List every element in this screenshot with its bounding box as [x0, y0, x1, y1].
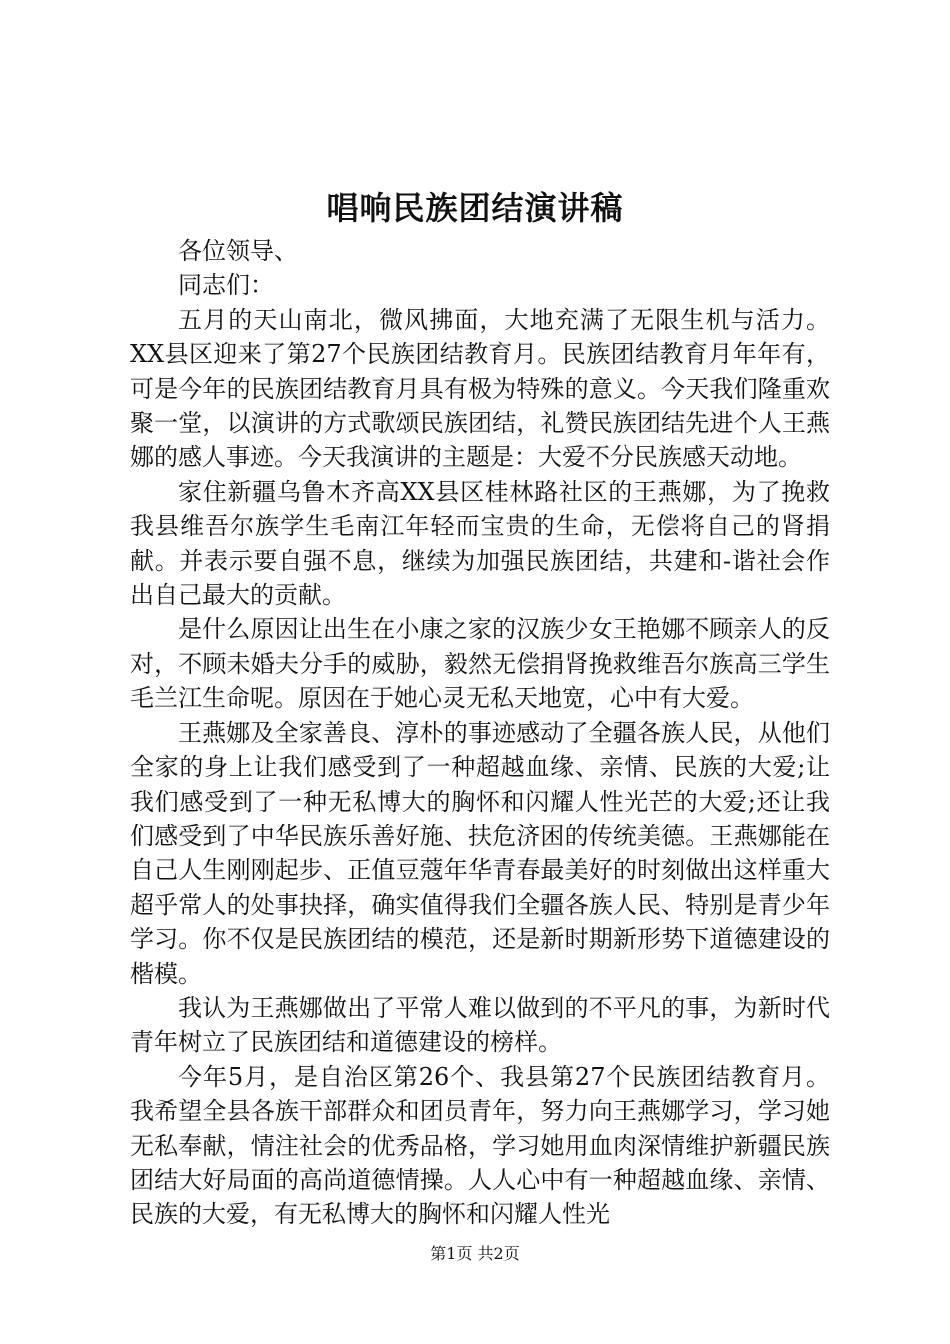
page-footer: 第1页 共2页: [430, 1244, 520, 1263]
salutation-line: 同志们：: [178, 271, 274, 300]
document-body: [130, 234, 830, 1232]
body-paragraph: 五月的天山南北，微风拂面，大地充满了无限生机与活力。XX县区迎来了第27个民族团结教育月。民族团结教育月年年有，可是今年的民族团结教育月具有极为特殊的意义。今天我们隆重欢聚一堂，以演讲的方式歌颂民族团结，礼赞民族团结先进个人王燕娜的感人事迹。今天我演讲的主题是：大爱不分民族感天动地。: [130, 305, 830, 472]
salutation-line: 各位领导、: [178, 237, 298, 265]
body-paragraph: 王燕娜及全家善良、淳朴的事迹感动了全疆各族人民，从他们全家的身上让我们感受到了一种超越血缘、亲情、民族的大爱;让我们感受到了一种无私博大的胸怀和闪耀人性光芒的大爱;还让我们感受到了中华民族乐善好施、扶危济困的传统美德。王燕娜能在自己人生刚刚起步、正值豆蔻年华青春最美好的时刻做出这样重大超乎常人的处事抉择，确实值得我们全疆各族人民、特别是青少年学习。你不仅是民族团结的模范，还是新时期新形势下道德建设的楷模。: [130, 718, 830, 988]
body-paragraph: 我认为王燕娜做出了平常人难以做到的不平凡的事，为新时代青年树立了民族团结和道德建设的榜样。: [130, 993, 830, 1057]
body-paragraph: 家住新疆乌鲁木齐高XX县区桂林路社区的王燕娜，为了挽救我县维吾尔族学生毛南江年轻而宝贵的生命，无偿将自己的肾捐献。并表示要自强不息，继续为加强民族团结，共建和-谐社会作出自己最大的贡献。: [130, 477, 830, 610]
body-paragraph: 是什么原因让出生在小康之家的汉族少女王艳娜不顾亲人的反对，不顾未婚夫分手的威胁，毅然无偿捐肾挽救维吾尔族高三学生毛兰江生命呢。原因在于她心灵无私天地宽，心中有大爱。: [130, 615, 830, 713]
document-title: 唱响民族团结演讲稿: [326, 189, 624, 227]
body-paragraph: 今年5月，是自治区第26个、我县第27个民族团结教育月。我希望全县各族干部群众和团员青年，努力向王燕娜学习，学习她无私奉献，情注社会的优秀品格，学习她用血肉深情维护新疆民族团结大好局面的高尚道德情操。人人心中有一种超越血缘、亲情、民族的大爱，有无私博大的胸怀和闪耀人性光: [130, 1062, 830, 1229]
